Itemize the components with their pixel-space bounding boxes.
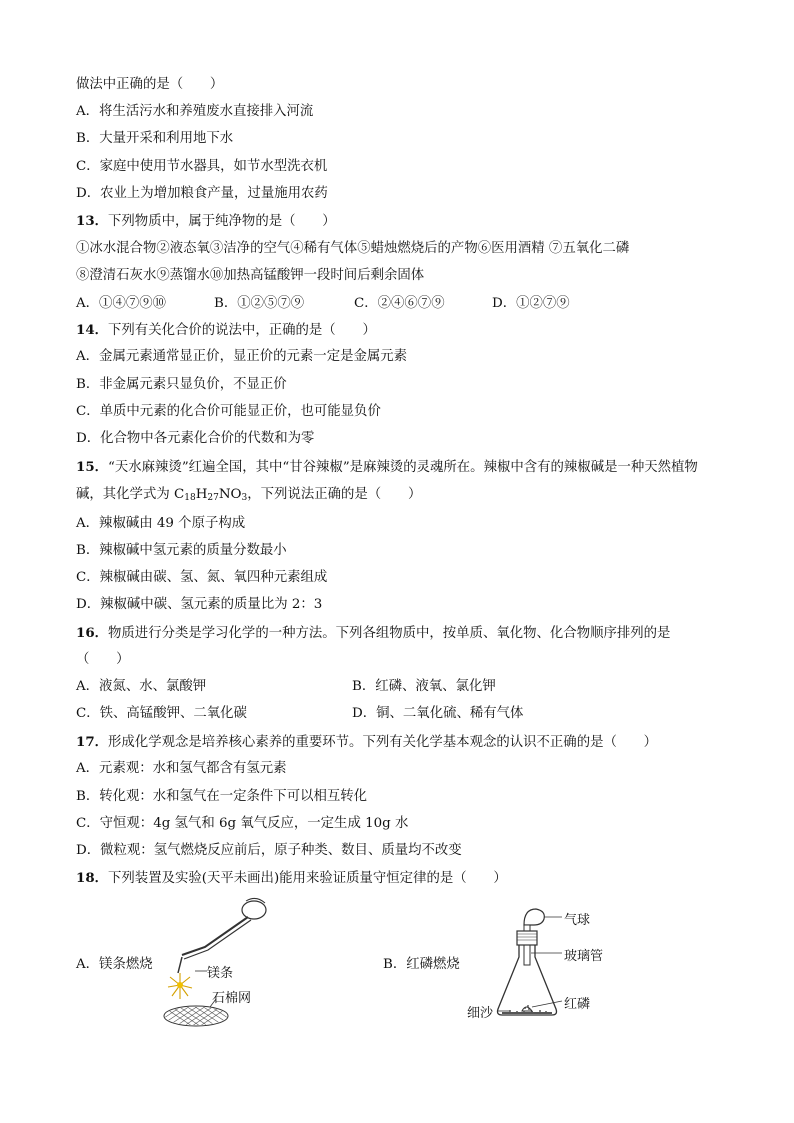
q16-stem [76,624,670,643]
q13-number: 13． [76,213,109,229]
q16-number: 16． [76,625,109,641]
q16-option-d: D．铜、二氧化硫、稀有气体 [352,706,524,721]
q15-stem-text1: “天水麻辣烫”红遍全国，其中“甘谷辣椒”是麻辣烫的灵魂所在。辣椒中含有的辣椒碱是一种天然植物 [108,460,698,475]
q15-sub-h: 27 [207,493,219,503]
q12-option-b: B．大量开采和利用地下水 [76,131,234,146]
figure-red-phosphorus-burning [462,905,622,1025]
q14-stem-text: 下列有关化合价的说法中，正确的是（ ） [108,323,376,338]
q15-sub-o: 3 [241,493,248,503]
label-glass-tube: 玻璃管 [564,949,604,964]
q15-formula-no: NO [218,487,242,502]
label-balloon: 气球 [564,913,591,928]
q13-items-line2: ⑧澄清石灰水⑨蒸馏水⑩加热高锰酸钾一段时间后剩余固体 [76,268,425,283]
q12-stem-tail: 做法中正确的是（ ） [76,77,224,92]
q15-option-a: A．辣椒碱由 49 个原子构成 [76,516,246,531]
q18-stem-text: 下列装置及实验(天平未画出)能用来验证质量守恒定律的是（ ） [108,871,507,886]
q14-option-a: A．金属元素通常显正价，显正价的元素一定是金属元素 [76,349,408,364]
q13-option-d: D．①②⑦⑨ [492,296,570,311]
q18-number: 18． [76,870,109,886]
q15-stem-suffix: ，下列说法正确的是（ ） [247,487,422,502]
q15-formula-prefix: 碱，其化学式为 C [76,487,185,502]
label-asbestos-mesh: 石棉网 [212,991,252,1006]
q13-option-b: B．①②⑤⑦⑨ [214,296,305,311]
q17-stem [76,733,657,752]
q15-option-c: C．辣椒碱由碳、氢、氮、氧四种元素组成 [76,570,328,585]
figure-magnesium-burning [150,895,280,1035]
q12-option-c: C．家庭中使用节水器具，如节水型洗衣机 [76,159,328,174]
q13-items-line1: ①冰水混合物②液态氧③洁净的空气④稀有气体⑤蜡烛燃烧后的产物⑥医用酒精 ⑦五氧化二磷 [76,241,630,256]
q17-option-b: B．转化观：水和氢气在一定条件下可以相互转化 [76,789,368,804]
q14-stem [76,321,376,340]
q14-option-c: C．单质中元素的化合价可能显正价，也可能显负价 [76,404,381,419]
q13-stem [76,212,336,231]
label-red-phosphorus: 红磷 [564,997,591,1012]
q17-number: 17． [76,734,109,750]
q15-stem-line2 [76,486,421,507]
q15-number: 15． [76,459,109,475]
q16-option-c: C．铁、高锰酸钾、二氧化碳 [76,706,247,721]
q18-option-b: B．红磷燃烧 [383,957,460,972]
q14-number: 14． [76,322,109,338]
q13-stem-text: 下列物质中，属于纯净物的是（ ） [108,214,336,229]
q17-option-a: A．元素观：水和氢气都含有氢元素 [76,761,287,776]
q15-option-b: B．辣椒碱中氢元素的质量分数最小 [76,543,287,558]
q14-option-b: B．非金属元素只显负价，不显正价 [76,377,287,392]
q18-option-a: A．镁条燃烧 [76,957,153,972]
q15-stem-line1 [76,458,698,477]
q16-stem-tail: （ ） [76,652,130,667]
q17-stem-text: 形成化学观念是培养核心素养的重要环节。下列有关化学基本观念的认识不正确的是（ ） [108,735,658,750]
q12-option-d: D．农业上为增加粮食产量，过量施用农药 [76,186,328,201]
label-magnesium-ribbon: 镁条 [207,966,234,981]
q12-option-a: A．将生活污水和养殖废水直接排入河流 [76,104,314,119]
q14-option-d: D．化合物中各元素化合价的代数和为零 [76,431,315,446]
q17-option-d: D．微粒观：氢气燃烧反应前后，原子种类、数目、质量均不改变 [76,843,462,858]
q15-option-d: D．辣椒碱中碳、氢元素的质量比为 2：3 [76,597,323,612]
q15-formula-h: H [195,487,208,502]
q16-stem-text: 物质进行分类是学习化学的一种方法。下列各组物质中，按单质、氧化物、化合物顺序排列的是 [108,626,671,641]
q18-stem [76,869,507,888]
q13-option-a: A．①④⑦⑨⑩ [76,296,167,311]
q15-sub-c: 18 [184,493,196,503]
q17-option-c: C．守恒观：4g 氢气和 6g 氧气反应，一定生成 10g 水 [76,816,409,831]
q16-option-a: A．液氮、水、氯酸钾 [76,679,207,694]
label-fine-sand: 细沙 [467,1006,494,1021]
q16-option-b: B．红磷、液氧、氯化钾 [352,679,496,694]
q13-option-c: C．②④⑥⑦⑨ [354,296,445,311]
